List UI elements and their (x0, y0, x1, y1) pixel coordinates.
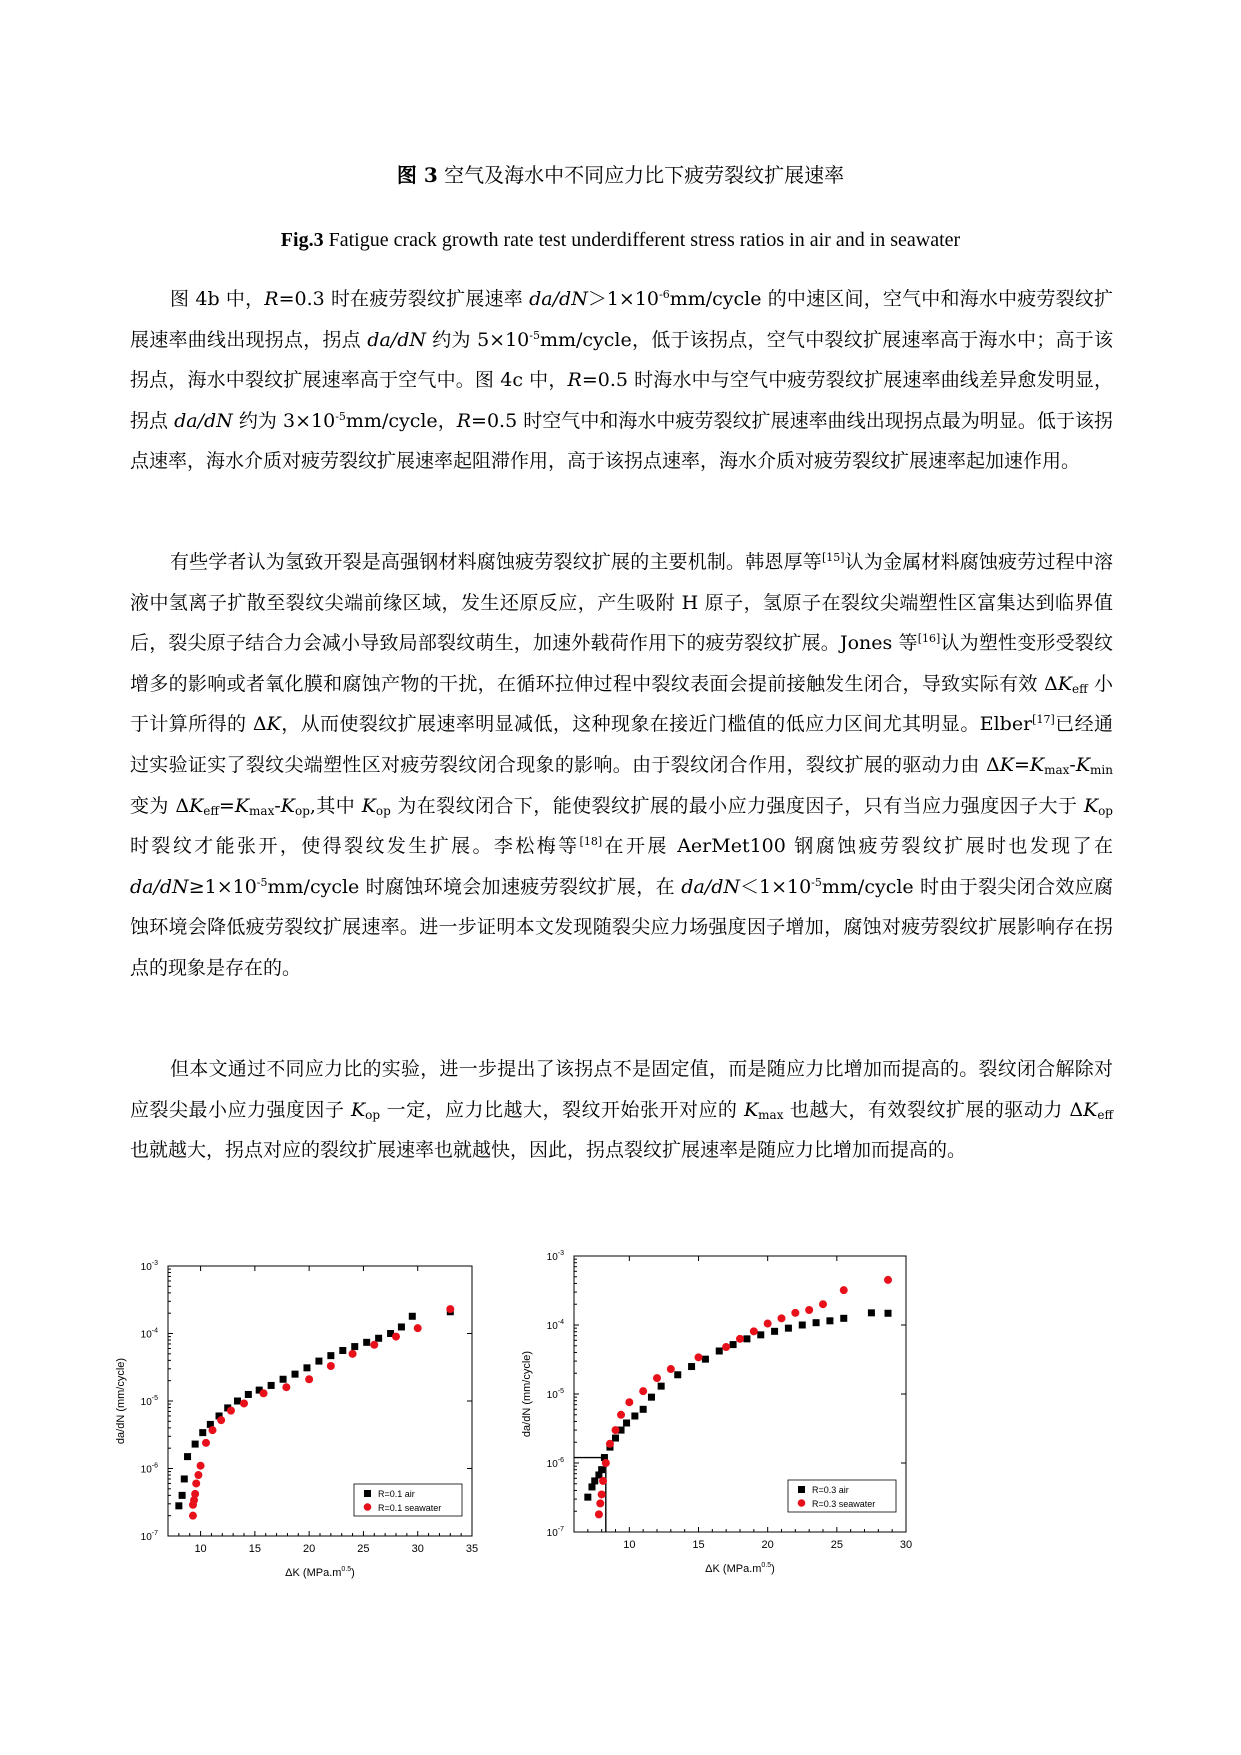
seawater-data-point (778, 1314, 786, 1322)
seawater-data-point (791, 1309, 799, 1317)
air-data-point (612, 1435, 619, 1442)
seawater-data-point (202, 1439, 210, 1447)
seawater-data-point (349, 1350, 357, 1358)
air-data-point (648, 1394, 655, 1401)
chart-r03 (512, 1240, 932, 1590)
air-data-point (175, 1502, 182, 1509)
air-data-point (398, 1323, 405, 1330)
air-data-point (771, 1328, 778, 1335)
x-axis-label-exp: 0.5 (341, 1566, 352, 1573)
paragraph-1: 图 4b 中，R=0.3 时在疲劳裂纹扩展速率 $da/dN>1\times 10^{-6}mm$/cycle 的中速区间，空气中和海水中疲劳裂纹扩展速率曲线出现拐点，拐点 da/dN 约为 $5\times 10^{-5}mm$/cycle，低于该拐点，空气中裂纹扩展速率高于海水中；高于该拐点，海水中裂纹扩展速率高于空气中。图 4c 中，R=0.5 时海水中与空气中疲劳裂纹扩展速率曲线差异愈发明显，拐点 da/dN 约为 $3\times 10^{-5}mm$/cycle，R=0.5 时空气中和海水中疲劳裂纹扩展速率曲线出现拐点最为明显。低于该拐点速率，海水介质对疲劳裂纹扩展速率起阻滞作用，高于该拐点速率，海水介质对疲劳裂纹扩展速率起加速作用。 (130, 288, 1114, 473)
paragraph-2: 有些学者认为氢致开裂是高强钢材料腐蚀疲劳裂纹扩展的主要机制。韩恩厚等[15]认为金属材料腐蚀疲劳过程中溶液中氢离子扩散至裂纹尖端前缘区域，发生还原反应，产生吸附 H 原子，氢原子在裂纹尖端塑性区富集达到临界值后，裂尖原子结合力会减小导致局部裂纹萌生，加速外载荷作用下的疲劳裂纹扩展。Jones 等[16]认为塑性变形受裂纹增多的影响或者氧化膜和腐蚀产物的干扰，在循环拉伸过程中裂纹表面会提前接触发生闭合，导致实际有效 $\Delta K_{eff}$ 小于计算所得的 ΔK，从而使裂纹扩展速率明显减低，这种现象在接近门槛值的低应力区间尤其明显。Elber[17]已经通过实验证实了裂纹尖端塑性区对疲劳裂纹闭合现象的影响。由于裂纹闭合作用，裂纹扩展的驱动力由 $\Delta K=K_{max}-K_{min}$ 变为 $\Delta K_{eff}=K_{max}-K_{op}$,其中 $K_{op}$ 为在裂纹闭合下，能使裂纹扩展的最小应力强度因子，只有当应力强度因子大于 $K_{op}$ 时裂纹才能张开，使得裂纹发生扩展。李松梅等[18]在开展 AerMet100 钢腐蚀疲劳裂纹扩展时也发现了在 $da/dN\ge 1\times 10^{-5}mm$/cycle 时腐蚀环境会加速疲劳裂纹扩展，在 $da/dN<1\times 10^{-5}mm$/cycle 时由于裂尖闭合效应腐蚀环境会降低疲劳裂纹扩展速率。进一步证明本文发现随裂尖应力场强度因子增加，腐蚀对疲劳裂纹扩展影响存在拐点的现象是存在的。 (130, 551, 1113, 979)
y-tick-label (141, 1328, 158, 1341)
x-tick-label: 25 (830, 1539, 843, 1551)
figure3-caption-en (0, 225, 1241, 255)
air-data-point (292, 1371, 299, 1378)
air-data-point (234, 1398, 241, 1405)
x-tick-label: 30 (411, 1543, 424, 1555)
seawater-data-point (736, 1335, 744, 1343)
air-data-point (339, 1347, 346, 1354)
y-tick-label (141, 1530, 158, 1543)
figure3-caption-cn-text: 空气及海水中不同应力比下疲劳裂纹扩展速率 (444, 163, 845, 187)
seawater-data-point (596, 1499, 604, 1507)
air-data-point (743, 1335, 750, 1342)
legend-air-marker (364, 1490, 371, 1497)
seawater-data-point (197, 1462, 205, 1470)
air-data-point (702, 1356, 709, 1363)
y-tick-exp: -7 (151, 1530, 158, 1537)
seawater-data-point (667, 1365, 675, 1373)
y-tick-label (141, 1463, 158, 1476)
x-axis-label-text: ΔK (MPa.m (285, 1567, 342, 1579)
legend-air-marker (798, 1486, 805, 1493)
air-data-point (640, 1406, 647, 1413)
paragraph-3: 但本文通过不同应力比的实验，进一步提出了该拐点不是固定值，而是随应力比增加而提高的。裂纹闭合解除对应裂尖最小应力强度因子 $K_{op}$ 一定，应力比越大，裂纹开始张开对应的 $K_{max}$ 也越大，有效裂纹扩展的驱动力 $\Delta K_{eff}$ 也就越大，拐点对应的裂纹扩展速率也就越快，因此，拐点裂纹扩展速率是随应力比增加而提高的。 (130, 1058, 1113, 1162)
air-data-point (351, 1343, 358, 1350)
x-axis-label (705, 1562, 775, 1575)
air-data-point (184, 1453, 191, 1460)
seawater-data-point (260, 1389, 268, 1397)
figure3-caption-en-text: Fatigue crack growth rate test underdifferent stress ratios in air and in seawater (328, 229, 961, 251)
air-data-point (245, 1391, 252, 1398)
seawater-data-point (639, 1387, 647, 1395)
x-tick-label: 10 (194, 1543, 207, 1555)
x-tick-label: 30 (899, 1539, 913, 1551)
seawater-data-point (606, 1440, 614, 1448)
x-tick-label: 35 (465, 1543, 479, 1555)
air-data-point (840, 1315, 847, 1322)
y-tick-exp: -4 (151, 1327, 158, 1335)
y-tick-exp: -7 (557, 1526, 564, 1533)
x-axis-label-close: ) (351, 1567, 355, 1579)
air-data-point (658, 1383, 665, 1390)
air-data-point (826, 1317, 833, 1324)
y-tick-exp: -5 (151, 1395, 158, 1402)
y-tick-base: 10 (140, 1262, 152, 1273)
air-data-point (181, 1475, 188, 1482)
legend-seawater-label: R=0.1 seawater (378, 1503, 442, 1513)
figure3-caption-cn (0, 160, 1241, 190)
y-tick-exp: -6 (151, 1462, 158, 1470)
air-data-point (785, 1325, 792, 1332)
y-tick-exp: -5 (557, 1388, 564, 1395)
seawater-data-point (282, 1383, 290, 1391)
figure3-label-cn: 图 3 (396, 163, 438, 187)
air-data-point (799, 1322, 806, 1329)
air-data-point (199, 1429, 206, 1436)
air-data-point (813, 1319, 820, 1326)
air-data-point (363, 1339, 370, 1346)
x-tick-label: 25 (357, 1543, 370, 1555)
air-data-point (757, 1331, 764, 1338)
x-tick-label: 20 (303, 1543, 316, 1555)
seawater-data-point (599, 1477, 607, 1485)
seawater-data-point (217, 1416, 225, 1424)
y-tick-base: 10 (546, 1528, 558, 1539)
legend-seawater-label: R=0.3 seawater (812, 1499, 876, 1509)
x-axis-label-text: ΔK (MPa.m (705, 1563, 762, 1575)
chart-r01 (112, 1250, 512, 1590)
y-tick-label (141, 1260, 158, 1273)
seawater-data-point (370, 1341, 378, 1349)
seawater-data-point (209, 1426, 217, 1434)
y-tick-exp: -3 (557, 1250, 564, 1257)
seawater-data-point (722, 1343, 730, 1351)
y-tick-base: 10 (546, 1252, 558, 1263)
air-data-point (584, 1494, 591, 1501)
air-data-point (885, 1310, 892, 1317)
seawater-data-point (884, 1276, 892, 1284)
air-data-point (179, 1492, 186, 1499)
seawater-data-point (598, 1490, 606, 1498)
air-data-point (674, 1371, 681, 1378)
air-data-point (730, 1341, 737, 1348)
y-tick-label (547, 1526, 564, 1539)
seawater-data-point (392, 1333, 400, 1341)
seawater-data-point (305, 1375, 313, 1383)
air-data-point (716, 1347, 723, 1354)
y-tick-base: 10 (140, 1329, 152, 1341)
air-data-point (623, 1419, 630, 1426)
y-tick-exp: -6 (557, 1457, 564, 1464)
y-tick-base: 10 (546, 1321, 558, 1332)
legend-air-label: R=0.3 air (812, 1485, 849, 1495)
y-tick-base: 10 (546, 1459, 558, 1470)
seawater-data-point (327, 1362, 335, 1370)
air-data-point (303, 1364, 310, 1371)
y-tick-label (547, 1457, 564, 1470)
seawater-data-point (805, 1306, 813, 1314)
seawater-data-point (625, 1398, 633, 1406)
y-tick-label (547, 1319, 564, 1332)
seawater-data-point (764, 1320, 772, 1328)
x-tick-label: 20 (761, 1539, 774, 1551)
air-data-point (588, 1483, 595, 1490)
seawater-data-point (194, 1471, 202, 1479)
air-data-point (315, 1358, 322, 1365)
x-tick-label: 15 (248, 1543, 261, 1555)
y-tick-label (547, 1250, 564, 1263)
seawater-data-point (695, 1353, 703, 1361)
seawater-data-point (227, 1407, 235, 1415)
seawater-data-point (189, 1512, 197, 1520)
seawater-data-point (191, 1490, 199, 1498)
seawater-data-point (617, 1411, 625, 1419)
figure3-label-en: Fig.3 (280, 229, 324, 251)
seawater-data-point (750, 1327, 758, 1335)
y-tick-base: 10 (140, 1397, 152, 1408)
legend-seawater-marker (364, 1503, 372, 1511)
y-tick-base: 10 (140, 1464, 152, 1476)
air-data-point (598, 1466, 605, 1473)
legend-air-label: R=0.1 air (378, 1489, 415, 1499)
seawater-data-point (612, 1426, 620, 1434)
air-data-point (192, 1441, 199, 1448)
seawater-data-point (446, 1305, 454, 1313)
y-axis-label: da/dN (mm/cycle) (115, 1357, 127, 1445)
seawater-data-point (602, 1459, 610, 1467)
y-tick-exp: -4 (557, 1319, 564, 1326)
seawater-data-point (840, 1286, 848, 1294)
x-axis-label-exp: 0.5 (761, 1562, 772, 1569)
air-data-point (688, 1363, 695, 1370)
x-tick-label: 10 (623, 1539, 636, 1551)
y-tick-base: 10 (140, 1532, 152, 1543)
seawater-data-point (653, 1374, 661, 1382)
air-data-point (280, 1376, 287, 1383)
y-tick-label (547, 1388, 564, 1401)
air-data-point (268, 1382, 275, 1389)
seawater-data-point (819, 1300, 827, 1308)
air-data-point (868, 1309, 875, 1316)
y-axis-label: da/dN (mm/cycle) (521, 1350, 533, 1438)
seawater-data-point (595, 1510, 603, 1518)
x-axis-label-close: ) (771, 1563, 775, 1575)
seawater-data-point (192, 1479, 200, 1487)
air-data-point (327, 1352, 334, 1359)
legend-seawater-marker (798, 1499, 806, 1507)
seawater-data-point (414, 1324, 422, 1332)
y-tick-base: 10 (546, 1390, 558, 1401)
air-data-point (375, 1335, 382, 1342)
air-data-point (409, 1313, 416, 1320)
air-data-point (631, 1412, 638, 1419)
x-tick-label: 15 (692, 1539, 705, 1551)
y-tick-exp: -3 (151, 1260, 158, 1267)
y-tick-label (141, 1395, 158, 1408)
x-axis-label (285, 1566, 355, 1579)
seawater-data-point (240, 1399, 248, 1407)
